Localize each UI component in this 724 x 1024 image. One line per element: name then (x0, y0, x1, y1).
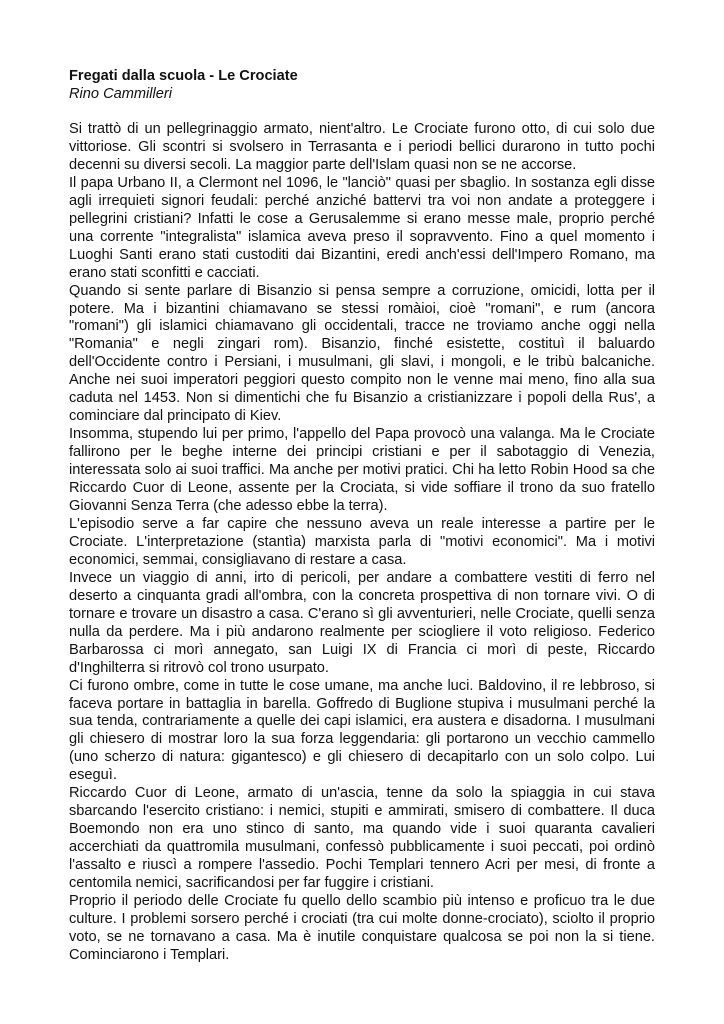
paragraph-2: Il papa Urbano II, a Clermont nel 1096, le "lanciò" quasi per sbaglio. In sostanza egli disse agli irrequieti signori feudali: perché anziché battervi tra voi non andate a proteggere i pellegrini cristiani? Infatti le cose a Gerusalemme si erano messe male, proprio perché una corrente "integralista" islamica aveva preso il sopravvento. Fino a quel momento i Luoghi Santi erano stati custoditi dai Bizantini, eredi anch'essi dell'Impero Romano, ma erano stati sconfitti e cacciati. (69, 174, 655, 281)
paragraph-1: Si trattò di un pellegrinaggio armato, nient'altro. Le Crociate furono otto, di cui solo due vittoriose. Gli scontri si svolsero in Terrasanta e i periodi bellici durarono in tutto pochi decenni su diversi secoli. La maggior parte dell'Islam quasi non se ne accorse. (69, 121, 655, 173)
document-body (69, 121, 655, 965)
paragraph-3: Quando si sente parlare di Bisanzio si pensa sempre a corruzione, omicidi, lotta per il potere. Ma i bizantini chiamavano se stessi romàioi, cioè "romani", e rum (ancora "romani") gli islamici chiamavano gli occidentali, tracce ne troviamo anche oggi nella "Romania" e negli zingari rom). Bisanzio, finché esistette, costituì il baluardo dell'Occidente contro i Persiani, i musulmani, gli slavi, i mongoli, e le tribù balcaniche. Anche nei suoi imperatori peggiori questo compito non le venne mai meno, fino alla sua caduta nel 1453. Non si dimentichi che fu Bisanzio a cristianizzare i popoli della Rus', a cominciare dal principato di Kiev. (69, 282, 655, 425)
document-author: Rino Cammilleri (69, 86, 172, 102)
paragraph-5: L'episodio serve a far capire che nessuno aveva un reale interesse a partire per le Crociate. L'interpretazione (stantìa) marxista parla di "motivi economici". Ma i motivi economici, semmai, consigliavano di restare a casa. (69, 515, 655, 568)
paragraph-8: Riccardo Cuor di Leone, armato di un'ascia, tenne da solo la spiaggia in cui stava sbarcando l'esercito cristiano: i nemici, stupiti e ammirati, smisero di combattere. Il duca Boemondo non era uno stinco di santo, ma quando vide i suoi quaranta cavalieri accerchiati da quattromila musulmani, confessò pubblicamente i suoi peccati, poi ordinò l'assalto e riuscì a rompere l'assedio. Pochi Templari tennero Acri per mesi, di fronte a centomila nemici, sacrificandosi per far fuggire i cristiani. (69, 785, 655, 892)
document-page (69, 67, 655, 965)
paragraph-7: Ci furono ombre, come in tutte le cose umane, ma anche luci. Baldovino, il re lebbroso, si faceva portare in battaglia in barella. Goffredo di Buglione stupiva i musulmani perché la sua tenda, contrariamente a quelle dei capi islamici, era austera e disadorna. I musulmani gli chiesero di mostrar loro la sua forza leggendaria: gli portarono un vecchio cammello (uno scherzo di natura: gigantesco) e gli chiesero di decapitarlo con un solo colpo. Lui eseguì. (69, 677, 655, 784)
paragraph-6: Invece un viaggio di anni, irto di pericoli, per andare a combattere vestiti di ferro nel deserto a cinquanta gradi all'ombra, con la concreta prospettiva di non tornare vivi. O di tornare e trovare un disastro a casa. C'erano sì gli avventurieri, nelle Crociate, quelli senza nulla da perdere. Ma i più andarono realmente per sciogliere il voto religioso. Federico Barbarossa ci morì annegato, san Luigi IX di Francia ci morì di peste, Riccardo d'Inghilterra si ritrovò col trono usurpato. (69, 569, 655, 676)
document-title: Fregati dalla scuola - Le Crociate (69, 68, 298, 84)
paragraph-9: Proprio il periodo delle Crociate fu quello dello scambio più intenso e proficuo tra le due culture. I problemi sorsero perché i crociati (tra cui molte donne-crociato), sciolto il proprio voto, se ne tornavano a casa. Ma è inutile conquistare qualcosa se poi non la si tiene. Cominciarono i Templari. (69, 892, 655, 963)
paragraph-4: Insomma, stupendo lui per primo, l'appello del Papa provocò una valanga. Ma le Crociate fallirono per le beghe interne dei principi cristiani e per il sabotaggio di Venezia, interessata solo ai suoi traffici. Ma anche per motivi pratici. Chi ha letto Robin Hood sa che Riccardo Cuor di Leone, assente per la Crociata, si vide soffiare il trono da suo fratello Giovanni Senza Terra (che adesso ebbe la terra). (69, 426, 655, 515)
